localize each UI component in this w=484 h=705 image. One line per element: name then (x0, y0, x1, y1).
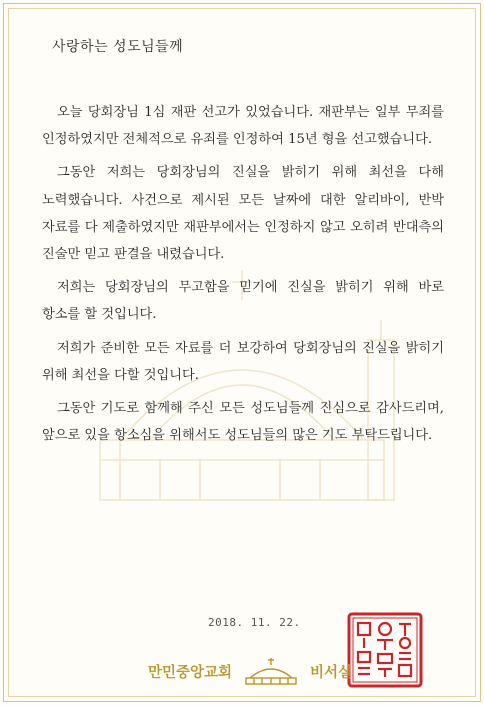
letter-paragraph: 저희는 당회장님의 무고함을 믿기에 진실을 밝히기 위해 바로 항소를 할 것입니다. (42, 280, 444, 323)
church-building-icon (240, 656, 302, 686)
letter-paragraph: 그동안 저희는 당회장님의 진실을 밝히기 위해 최선을 다해 노력했습니다. 사건으로 제시된 모든 날짜에 대한 알리바이, 반박 자료를 다 제출하였지만 재판부에서는 인정하지 않고 오히려 반대측의 진술만 믿고 판결을 내렸습니다. (42, 165, 444, 263)
footer-logo (148, 654, 352, 688)
letter-greeting: 사랑하는 성도님들께 (52, 39, 184, 55)
church-name: 만민중앙교회 (148, 664, 233, 681)
letter-date: 2018. 11. 22. (208, 616, 301, 629)
letter-paragraph: 오늘 당회장님 1심 재판 선고가 있었습니다. 재판부는 일부 무죄를 인정하였지만 전체적으로 유죄를 인정하여 15년 형을 선고했습니다. (42, 105, 444, 148)
office-name: 비서실 (310, 664, 353, 681)
letter-paragraph: 저희가 준비한 모든 자료를 더 보강하여 당회장님의 진실을 밝히기 위해 최선을 다할 것입니다. (42, 340, 444, 383)
letter-body (42, 99, 444, 455)
official-seal-icon (347, 612, 423, 688)
letter-paragraph: 그동안 기도로 함께해 주신 모든 성도님들께 진심으로 감사드리며, 앞으로 있을 항소심을 위해서도 성도님들의 많은 기도 부탁드립니다. (42, 401, 444, 444)
